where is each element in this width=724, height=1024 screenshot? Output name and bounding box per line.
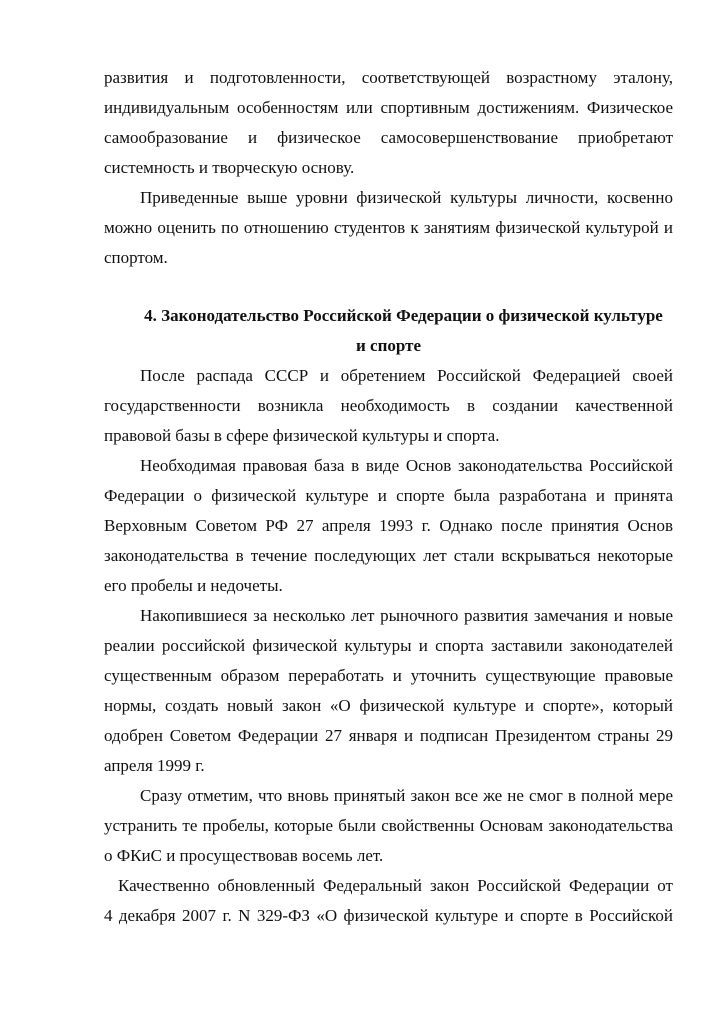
paragraph-line: После распада СССР и обретением Российской Федерацией своей (140, 366, 673, 385)
paragraph-line: Федерации о физической культуре и спорте была разработана и принята (104, 486, 673, 505)
paragraph-line: существенным образом переработать и уточнить существующие правовые (104, 666, 673, 685)
paragraph-line: устранить те пробелы, которые были свойственны Основам законодательства (104, 816, 673, 835)
paragraph-line: апреля 1999 г. (104, 756, 205, 775)
paragraph-line: спортом. (104, 248, 168, 267)
paragraph-line: развития и подготовленности, соответствующей возрастному эталону, (104, 68, 673, 87)
paragraph-line: Верховным Советом РФ 27 апреля 1993 г. Однако после принятия Основ (104, 516, 673, 535)
paragraph-line: можно оценить по отношению студентов к занятиям физической культурой и (104, 218, 673, 237)
paragraph-line: Качественно обновленный Федеральный закон Российской Федерации от (118, 876, 673, 895)
paragraph-line: системность и творческую основу. (104, 158, 355, 177)
paragraph-line: Приведенные выше уровни физической культуры личности, косвенно (140, 188, 673, 207)
paragraph-line: реалии российской физической культуры и спорта заставили законодателей (104, 636, 673, 655)
paragraph-line: самообразование и физическое самосовершенствование приобретают (104, 128, 673, 147)
paragraph-line: Накопившиеся за несколько лет рыночного развития замечания и новые (140, 606, 673, 625)
paragraph-line: о ФКиС и просуществовав восемь лет. (104, 846, 384, 865)
paragraph-line: его пробелы и недочеты. (104, 576, 283, 595)
paragraph-line: Необходимая правовая база в виде Основ законодательства Российской (140, 456, 673, 475)
paragraph-line: Сразу отметим, что вновь принятый закон все же не смог в полной мере (140, 786, 673, 805)
paragraph-line: индивидуальным особенностям или спортивным достижениям. Физическое (104, 98, 673, 117)
paragraph-line: одобрен Советом Федерации 27 января и подписан Президентом страны 29 (104, 726, 673, 745)
paragraph-line: нормы, создать новый закон «О физической культуре и спорте», который (104, 696, 673, 715)
paragraph-line: законодательства в течение последующих лет стали вскрываться некоторые (104, 546, 673, 565)
paragraph-line: правовой базы в сфере физической культуры и спорта. (104, 426, 500, 445)
section-heading: и спорте (355, 336, 421, 355)
paragraph-line: государственности возникла необходимость в создании качественной (104, 396, 673, 415)
section-heading: 4. Законодательство Российской Федерации о физической культуре (144, 306, 663, 325)
paragraph-line: 4 декабря 2007 г. N 329-ФЗ «О физической культуре и спорте в Российской (104, 906, 673, 925)
